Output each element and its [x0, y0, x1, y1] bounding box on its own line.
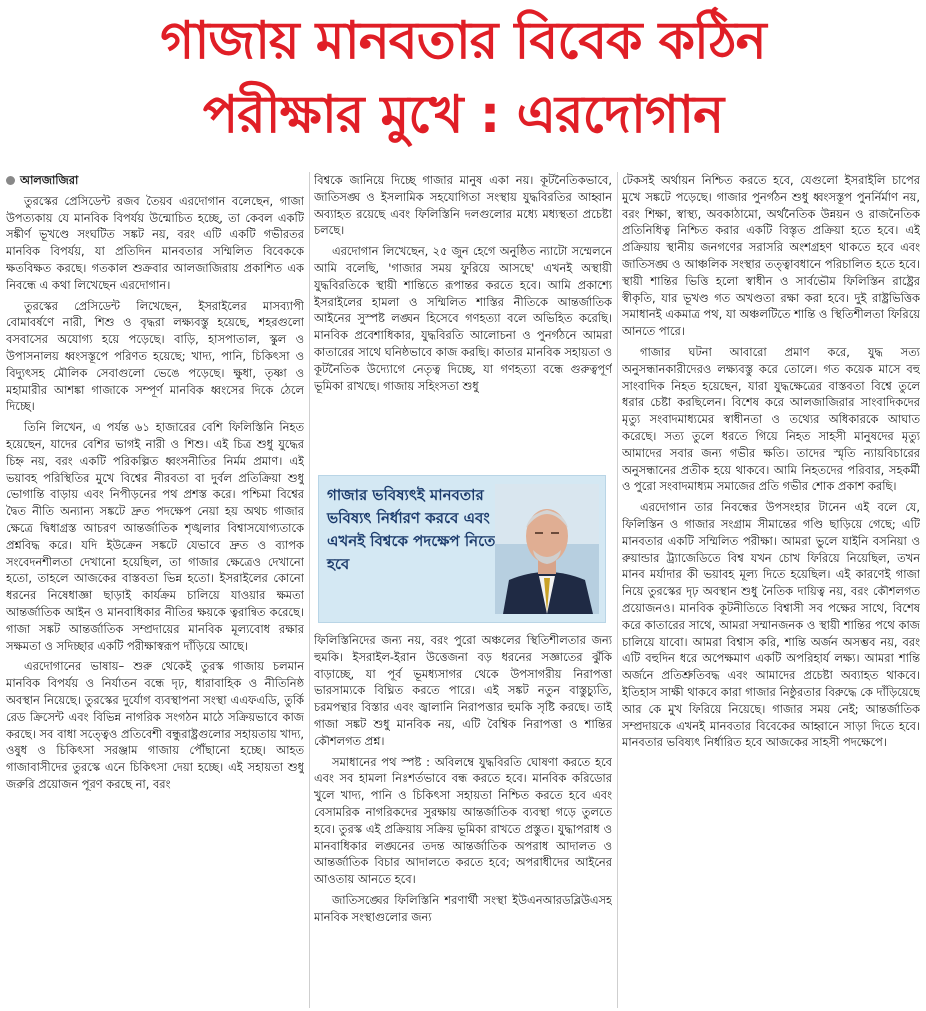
bullet-icon	[6, 176, 15, 185]
paragraph: ফিলিস্তিনিদের জন্য নয়, বরং পুরো অঞ্চলের স্থিতিশীলতার জন্য হুমকি। ইসরাইল-ইরান উত্তেজনা বড় ধরনের সজ্ঞাতের ঝুঁকি বাড়াচ্ছে, যা পূর্ব ভূমধ্যসাগর থেকে উপসাগরীয় নিরাপত্তা ভারসাম্যকে বিঘ্নিত করতে পারে। এই সঙ্কট নতুন বাস্তুচ্যুতি, চরমপন্থার বিস্তার এবং জ্বালানি নিরাপত্তার হুমকি সৃষ্টি করছে। তাই গাজা সঙ্কট শুধু মানবিক নয়, এটি বৈশ্বিক নিরাপত্তা ও শান্তির কৌশলগত প্রশ্ন।	[314, 633, 612, 748]
headline	[0, 0, 926, 162]
paragraph: সমাধানের পথ স্পষ্ট : অবিলম্বে যুদ্ধবিরতি ঘোষণা করতে হবে এবং সব হামলা নিঃশর্তভাবে বন্ধ করতে হবে। মানবিক করিডোর খুলে খাদ্য, পানি ও চিকিৎসা সহায়তা নিশ্চিত করতে হবে এবং বেসামরিক নাগরিকদের সুরক্ষায় আন্তর্জাতিক ব্যবস্থা গড়ে তুলতে হবে। তুরস্ক এই প্রক্রিয়ায় সক্রিয় ভূমিকা রাখতে প্রস্তুত। যুদ্ধাপরাধ ও মানবাধিকার লঙ্ঘনের তদন্ত আন্তর্জাতিক অপরাধ আদালত ও আন্তর্জাতিক বিচার আদালতে করতে হবে; অপরাধীদের আইনের আওতায় আনতে হবে।	[314, 754, 612, 887]
article-column-1	[6, 172, 304, 1008]
paragraph: তুরস্কের প্রেসিডেন্ট লিখেছেন, ইসরাইলের মাসব্যাপী বোমাবর্ষণে নারী, শিশু ও বৃদ্ধরা লক্ষ্যবস্তু হয়েছে, শহরগুলো বসবাসের অযোগ্য হয়ে পড়েছে। বাড়ি, হাসপাতাল, স্কুল ও উপাসনালয় ধ্বংসস্তূপে পরিণত হয়েছে; খাদ্য, পানি, চিকিৎসা ও বিদ্যুৎসহ মৌলিক সেবাগুলো ভেঙে পড়েছে। ক্ষুধা, তৃষ্ণা ও মহামারীর আশঙ্কা গাজাকে সম্পূর্ণ মানবিক ধ্বংসের দিকে ঠেলে দিচ্ছে।	[6, 298, 304, 414]
source-line	[6, 172, 304, 189]
source-label: আলজাজিরা	[20, 173, 79, 187]
column-2-top	[314, 172, 612, 472]
paragraph: এরদোগান তার নিবন্ধের উপসংহার টানেন এই বলে যে, ফিলিস্তিন ও গাজার সংগ্রাম সীমান্তের গণ্ডি ছাড়িয়ে গেছে; এটি মানবতার একটি সম্মিলিত পরীক্ষা। আমরা ভুলে যাইনি বসনিয়া ও রুয়ান্ডার ট্র্যাজেডিতে বিশ্ব যখন চোখ ফিরিয়ে নিয়েছিল, তখন মানব মর্যাদার কী ভয়াবহ মূল্য দিতে হয়েছিল। এই কারণেই গাজা নিয়ে তুরস্কের দৃঢ় অবস্থান শুধু নৈতিক দায়িত্ব নয়, বরং কৌশলগত প্রয়োজনও। মানবিক কূটনীতিতে বিশ্বাসী সব পক্ষের সাথে, বিশেষ করে কাতারের সাথে, আমরা সম্মানজনক ও স্থায়ী শান্তির পথে কাজ চালিয়ে যাবো। আমরা বিশ্বাস করি, শান্তি অর্জন অসম্ভব নয়, বরং এটি বহুদিন ধরে অপেক্ষমাণ একটি অপরিহার্য লক্ষ্য। আমরা শান্তি অর্জনে প্রতিশ্রুতিবদ্ধ এবং আমাদের প্রচেষ্টা অব্যাহত থাকবে। ইতিহাস সাক্ষী থাকবে কারা গাজার নিষ্ঠুরতার বিরুদ্ধে কে দাঁড়িয়েছে আর কে মুখ ফিরিয়ে নিয়েছে। গাজার সময় নেই; আন্তর্জাতিক সম্প্রদায়কে এখনই মানবতার বিবেকের আহ্বানে সাড়া দিতে হবে। মানবতার ভবিষ্যৎ নির্ধারিত হবে আজকের সাহসী পদক্ষেপে।	[622, 500, 920, 750]
portrait-photo	[495, 484, 599, 614]
paragraph: তিনি লিখেন, এ পর্যন্ত ৬১ হাজারের বেশি ফিলিস্তিনি নিহত হয়েছেন, যাদের বেশির ভাগই নারী ও শিশু। এই চিত্র শুধু যুদ্ধের চিহ্ন নয়, বরং একটি পরিকল্পিত ধ্বংসনীতির নির্মম প্রমাণ। এই ভয়াবহ পরিস্থিতির মুখে বিশ্বের নীরবতা বা দুর্বল প্রতিক্রিয়া শুধু ভোগান্তি বাড়ায় এবং নিপীড়নের পথ প্রশস্ত করে। পশ্চিমা বিশ্বের দ্বৈত নীতি অন্যান্য সঙ্কটে দ্রুত পদক্ষেপ নেয়া হয় অথচ গাজার ক্ষেত্রে দ্বিধাগ্রস্ত আচরণ আন্তর্জাতিক শৃঙ্খলার বিশ্বাসযোগ্যতাকে প্রশ্নবিদ্ধ করে। যদি ইউক্রেন সঙ্কটে যেভাবে দ্রুত ও ব্যাপক সংবেদনশীলতা দেখানো হয়েছিল, তা গাজার ক্ষেত্রেও দেখানো হতো, তাহলে আজকের বাস্তবতা ভিন্ন হতো। ইসরাইলের কোনো ধরনের নিষেধাজ্ঞা ছাড়াই কার্যক্রম চালিয়ে যাওয়ার ক্ষমতা আন্তর্জাতিক আইন ও মানবাধিকার নীতির ক্ষয়কে ত্বরান্বিত করেছে। গাজা সঙ্কট আন্তর্জাতিক সম্প্রদায়ের মানবিক মূল্যবোধ রক্ষার সক্ষমতা ও সদিচ্ছার একটি পরীক্ষাস্বরূপ দাঁড়িয়ে আছে।	[6, 420, 304, 653]
paragraph: গাজার ঘটনা আবারো প্রমাণ করে, যুদ্ধ সত্য অনুসন্ধানকারীদেরও লক্ষ্যবস্তু করে তোলে। গত কয়েক মাসে বহু সাংবাদিক নিহত হয়েছেন, যারা যুদ্ধক্ষেত্রের বাস্তবতা বিশ্বে তুলে ধরার চেষ্টা করছিলেন। বিশেষ করে আলজাজিরার সাংবাদিকদের মৃত্যু সংবাদমাধ্যমের স্বাধীনতা ও তথ্যের অধিকারকে আঘাত করেছে। সত্য তুলে ধরতে গিয়ে নিহত সাহসী মানুষদের মৃত্যু আমাদের সবার জন্য গভীর ক্ষতি। তাদের স্মৃতি ন্যায়বিচারের অনুসন্ধানের প্রতীক হয়ে থাকবে। আমি নিহতদের পরিবার, সহকর্মী ও পুরো সংবাদমাধ্যম সমাজের প্রতি গভীর শোক প্রকাশ করছি।	[622, 344, 920, 494]
paragraph: এরদোগান লিখেছেন, ২৫ জুন হেগে অনুষ্ঠিত ন্যাটো সম্মেলনে আমি বলেছি, 'গাজার সময় ফুরিয়ে আসছে' এখনই অস্থায়ী যুদ্ধবিরতিকে স্থায়ী শান্তিতে রূপান্তর করতে হবে। আমি প্রকাশ্যে ইসরাইলের হামলা ও সম্মিলিত শাস্তির নীতিকে আন্তর্জাতিক আইনের সুস্পষ্ট লঙ্ঘন হিসেবে গণহত্যা বলে অভিহিত করেছি। মানবিক প্রবেশাধিকার, যুদ্ধবিরতি আলোচনা ও পুনর্গঠনে আমরা কাতারের সাথে ঘনিষ্ঠভাবে কাজ করছি। কাতার মানবিক সহায়তা ও কূটনৈতিক উদ্যোগে নেতৃত্ব দিচ্ছে, যা গণহত্যা বন্ধে গুরুত্বপূর্ণ ভূমিকা রাখছে। গাজায় সহিংসতা শুধু	[314, 244, 612, 393]
column-divider	[309, 172, 310, 1008]
headline-line-1: গাজায় মানবতার বিবেক কঠিন	[160, 11, 766, 71]
portrait-illustration	[495, 484, 599, 614]
headline-line-2: পরীক্ষার মুখে : এরদোগান	[202, 85, 724, 145]
column-divider	[617, 172, 618, 1008]
paragraph: বিশ্বকে জানিয়ে দিচ্ছে গাজার মানুষ একা নয়। কূটনৈতিকভাবে, জাতিসঙ্ঘ ও ইসলামিক সহযোগিতা সংস্থায় যুদ্ধবিরতির আহ্বান অব্যাহত রয়েছে এবং ফিলিস্তিনি দলগুলোর মধ্যে মধ্যস্থতা প্রচেষ্টা চলছে।	[314, 173, 612, 238]
column-2-bottom	[314, 632, 612, 930]
paragraph: টেকসই অর্থায়ন নিশ্চিত করতে হবে, যেগুলো ইসরাইলি চাপের মুখে সঙ্কটে পড়েছে। গাজার পুনর্গঠন শুধু ধ্বংসস্তূপ পুনর্নির্মাণ নয়, বরং শিক্ষা, স্বাস্থ্য, অবকাঠামো, অর্থনৈতিক উন্নয়ন ও রাজনৈতিক প্রতিনিধিত্ব নিশ্চিত করার একটি বিস্তৃত প্রক্রিয়া হতে হবে। এই প্রক্রিয়ায় স্থানীয় জনগণের সরাসরি অংশগ্রহণ থাকতে হবে এবং জাতিসঙ্ঘ ও আঞ্চলিক সংস্থার তত্ত্বাবধানে পরিচালিত হতে হবে। স্থায়ী শান্তির ভিত্তি হলো স্বাধীন ও সার্বভৌম ফিলিস্তিন রাষ্ট্রের স্বীকৃতি, যার ভূখণ্ড গত অখণ্ডতা রক্ষা করা হবে। দুই রাষ্ট্রভিত্তিক সমাধানই একমাত্র পথ, যা অঞ্চলটিতে শান্তি ও স্থিতিশীলতা ফিরিয়ে আনতে পারে।	[622, 173, 920, 339]
pull-quote: গাজার ভবিষ্যৎই মানবতার ভবিষ্যৎ নির্ধারণ করবে এবং এখনই বিশ্বকে পদক্ষেপ নিতে হবে	[327, 486, 496, 573]
article-column-3	[622, 172, 920, 1008]
paragraph: তুরস্কের প্রেসিডেন্ট রজব তৈয়ব এরদোগান বলেছেন, গাজা উপত্যকায় যে মানবিক বিপর্যয় উন্মোচিত হচ্ছে, তা কেবল একটি সঙ্কীর্ণ ভূখণ্ডে সংঘটিত সঙ্কট নয়, বরং এটি একটি গভীরতর মানবিক বিপর্যয়, যা প্রতিদিন মানবতার সম্মিলিত বিবেককে ক্ষতবিক্ষত করছে। গতকাল শুক্রবার আলজাজিরায় প্রকাশিত এক নিবন্ধে এ কথা লিখেছেন এরদোগান।	[6, 193, 304, 292]
paragraph: এরদোগানের ভাষায়– শুরু থেকেই তুরস্ক গাজায় চলমান মানবিক বিপর্যয় ও নির্যাতন বন্ধে দৃঢ়, ধারাবাহিক ও নীতিনিষ্ঠ অবস্থান নিয়েছে। তুরস্কের দুর্যোগ ব্যবস্থাপনা সংস্থা এএফএডি, তুর্কি রেড ক্রিসেন্ট এবং বিভিন্ন নাগরিক সংগঠন মাঠে সক্রিয়ভাবে কাজ করছে। সব বাধা সত্ত্বেও প্রতিবেশী বন্ধুরাষ্ট্রগুলোর সহায়তায় খাদ্য, ওষুধ ও চিকিৎসা সরঞ্জাম গাজায় পৌঁছানো হচ্ছে। আহত গাজাবাসীদের তুরস্কে এনে চিকিৎসা দেয়া হচ্ছে। এই সহায়তা শুধু জরুরি প্রয়োজন পূরণ করছে না, বরং	[6, 659, 304, 791]
paragraph: জাতিসঙ্ঘের ফিলিস্তিনি শরণার্থী সংস্থা ইউএনআরডব্লিউএসহ মানবিক সংস্থাগুলোর জন্য	[314, 892, 612, 924]
pull-quote-box	[318, 475, 606, 623]
